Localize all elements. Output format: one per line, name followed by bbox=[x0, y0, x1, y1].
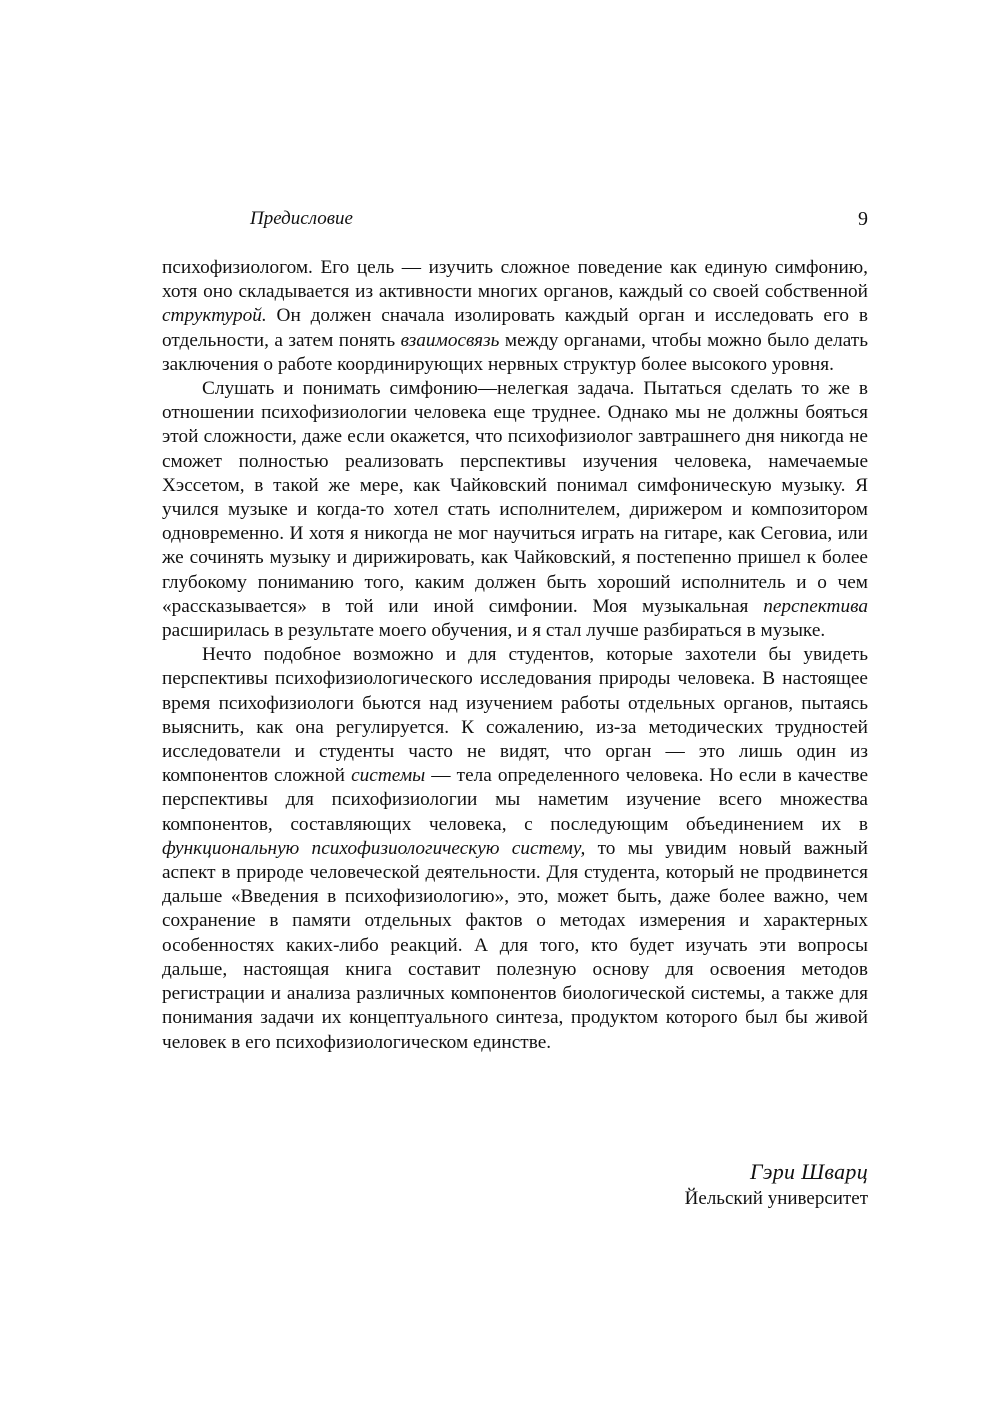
running-head bbox=[162, 206, 868, 236]
emphasis-system: системы bbox=[351, 765, 426, 787]
author-affiliation: Йельский университет bbox=[684, 1188, 868, 1209]
signature-block bbox=[685, 1158, 868, 1212]
body-text bbox=[162, 256, 868, 1055]
page-number: 9 bbox=[858, 208, 868, 230]
author-name: Гэри Шварц bbox=[749, 1159, 868, 1184]
paragraph-3: Нечто подобное возможно и для студентов, которые захотели бы увидеть перспективы психофизиологического исследования природы человека. В настоящее время психофизиологи бьются над изучением работы отдельных органов, пытаясь выяснить, как она регулируется. К сожалению, из-за методических трудностей исследователи и студенты часто не видят, что орган — это лишь один из компонентов сложной системы — тела определенного человека. Но если в качестве перспективы для психофизиологии мы наметим изучение всего множества компонентов, составляющих человека, с последующим объединением их в функциональную психофизиологическую систему, то мы увидим новый важный аспект в природе человеческой деятельности. Для студента, который не продвинется дальше «Введения в психофизиологию», это, может быть, даже более важно, чем сохранение в памяти отдельных фактов о методах измерения и характерных особенностях каких-либо реакций. А для того, кто будет изучать эти вопросы дальше, настоящая книга составит полезную основу для освоения методов регистрации и анализа различных компонентов биологической системы, а также для понимания задачи их концептуального синтеза, продуктом которого был бы живой человек в его психофизиологическом единстве. bbox=[162, 644, 869, 1053]
paragraph-1: психофизиологом. Его цель — изучить сложное поведение как единую симфонию, хотя оно складывается из активности многих органов, каждый со своей собственной структурой. Он должен сначала изолировать каждый орган и исследовать его в отдельности, а затем понять взаимосвязь между органами, чтобы можно было делать заключения о работе координирующих нервных структур более высокого уровня. bbox=[162, 257, 868, 375]
emphasis-functional-system: функциональную психофизиологическую систему, bbox=[162, 837, 586, 859]
running-title: Предисловие bbox=[250, 208, 353, 229]
emphasis-structure: структурой. bbox=[162, 305, 267, 327]
emphasis-perspective: перспектива bbox=[763, 595, 868, 617]
emphasis-interrelation: взаимосвязь bbox=[400, 329, 500, 351]
paragraph-2: Слушать и понимать симфонию—нелегкая задача. Пытаться сделать то же в отношении психофизиологии человека еще труднее. Однако мы не должны бояться этой сложности, даже если окажется, что психофизиолог завтрашнего дня никогда не сможет полностью реализовать перспективы изучения человека, намечаемые Хэссетом, в такой же мере, как Чайковский понимал симфоническую музыку. Я учился музыке и когда-то хотел стать исполнителем, дирижером и композитором одновременно. И хотя я никогда не мог научиться играть на гитаре, как Сеговиа, или же сочинять музыку и дирижировать, как Чайковский, я постепенно пришел к более глубокому пониманию того, каким должен быть хороший исполнитель и о чем «рассказывается» в той или иной симфонии. Моя музыкальная перспектива расширилась в результате моего обучения, и я стал лучше разбираться в музыке. bbox=[162, 378, 868, 642]
